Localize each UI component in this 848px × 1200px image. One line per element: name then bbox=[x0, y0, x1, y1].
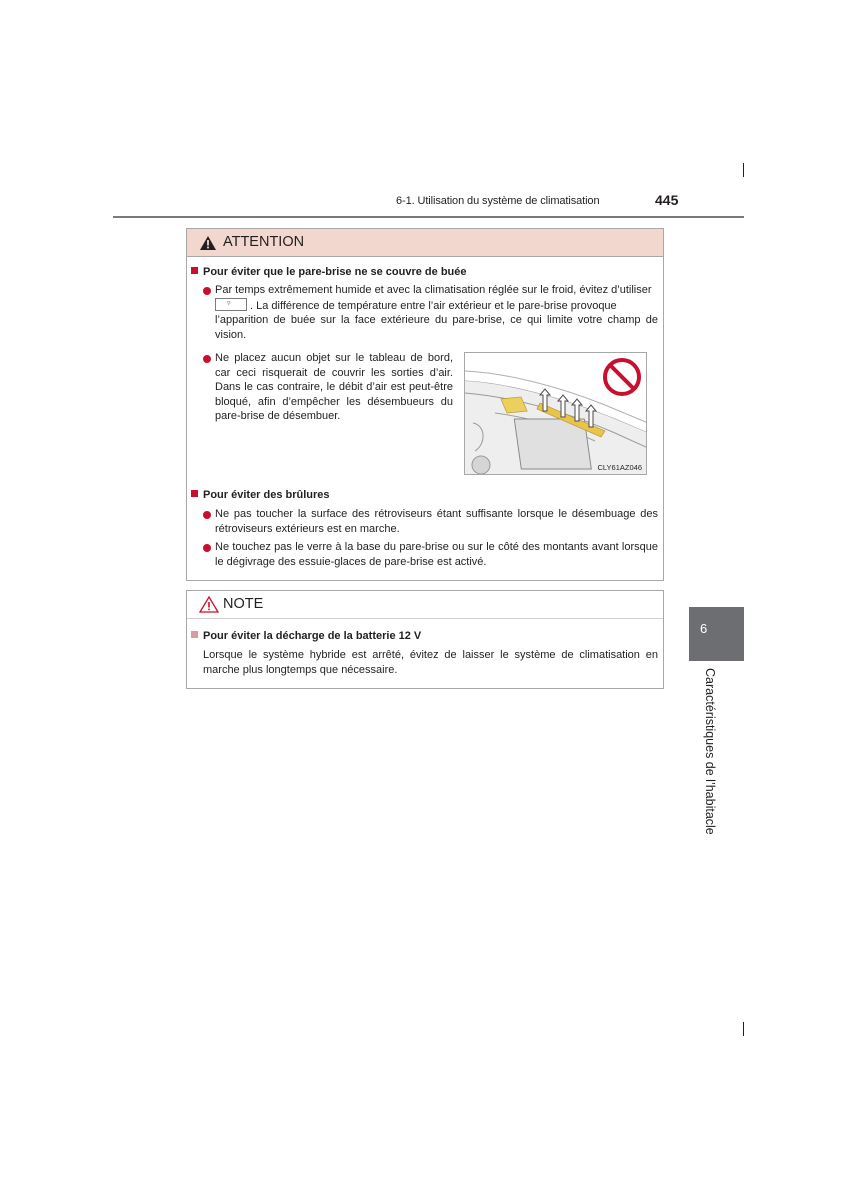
bullet-dot bbox=[203, 287, 211, 295]
running-header-title: 6-1. Utilisation du système de climatisation bbox=[396, 195, 600, 207]
bullet-fog-humid-line1 bbox=[215, 283, 658, 298]
crop-mark-bottom bbox=[743, 1022, 744, 1036]
chapter-number: 6 bbox=[700, 621, 708, 636]
dashboard-drawing bbox=[465, 353, 647, 475]
section-heading-burns bbox=[191, 488, 330, 503]
bullet-text: l’apparition de buée sur la face extérieure du pare-brise, ce qui limite votre champ de vision. bbox=[215, 314, 658, 341]
note-header bbox=[187, 591, 663, 619]
pink-square-marker bbox=[191, 631, 198, 638]
figure-code: CLY61AZ046 bbox=[597, 463, 642, 472]
bullet-windshield-glass bbox=[215, 540, 658, 569]
red-square-marker bbox=[191, 490, 198, 497]
note-heading bbox=[191, 629, 421, 644]
section-heading-text: Pour éviter des brûlures bbox=[203, 489, 330, 501]
note-body bbox=[203, 648, 658, 677]
red-square-marker bbox=[191, 267, 198, 274]
crop-mark-top bbox=[743, 163, 744, 177]
bullet-fog-humid-rest bbox=[215, 313, 658, 342]
bullet-text: . La différence de température entre l’air extérieur et le pare-brise provoque bbox=[250, 300, 617, 312]
bullet-text: Ne pas toucher la surface des rétroviseurs étant suffisante lorsque le désembuage des rétroviseurs extérieurs est en marche. bbox=[215, 508, 658, 535]
bullet-text: Par temps extrêmement humide et avec la climatisation réglée sur le froid, évitez d’utiliser bbox=[215, 284, 652, 296]
bullet-fog-humid-line2 bbox=[215, 298, 658, 314]
section-heading-fog bbox=[191, 265, 467, 280]
note-body-text: Lorsque le système hybride est arrêté, évitez de laisser le système de climatisation en marche plus longtemps que nécessaire. bbox=[203, 649, 658, 676]
bullet-dashboard-objects bbox=[215, 351, 453, 424]
note-heading-text: Pour éviter la décharge de la batterie 12 V bbox=[203, 630, 422, 642]
attention-label: ATTENTION bbox=[223, 234, 305, 250]
warning-triangle-icon bbox=[199, 596, 219, 613]
bullet-text: Ne touchez pas le verre à la base du pare-brise ou sur le côté des montants avant lorsque le dégivrage des essuie-glaces de pare-brise est activé. bbox=[215, 541, 658, 568]
bullet-dot bbox=[203, 511, 211, 519]
section-heading-text: Pour éviter que le pare-brise ne se couvre de buée bbox=[203, 266, 467, 278]
header-rule bbox=[113, 216, 744, 218]
attention-header bbox=[187, 229, 663, 257]
defroster-icon: ▿ bbox=[215, 298, 247, 311]
note-label: NOTE bbox=[223, 596, 264, 612]
dashboard-illustration bbox=[464, 352, 647, 475]
bullet-text: Ne placez aucun objet sur le tableau de bord, car ceci risquerait de couvrir les sorties d’air. Dans le cas contraire, le débit d’air est peut-être bloqué, afin d’empêcher les désembueurs du pare-brise de désembuer. bbox=[215, 352, 453, 422]
chapter-title-vertical: Caractéristiques de l’habitacle bbox=[703, 668, 717, 835]
bullet-dot bbox=[203, 544, 211, 552]
page-number: 445 bbox=[655, 192, 679, 208]
chapter-tab bbox=[689, 607, 744, 661]
no-entry-icon bbox=[605, 360, 639, 394]
warning-triangle-icon bbox=[199, 235, 217, 251]
bullet-mirrors bbox=[215, 507, 658, 536]
bullet-dot bbox=[203, 355, 211, 363]
